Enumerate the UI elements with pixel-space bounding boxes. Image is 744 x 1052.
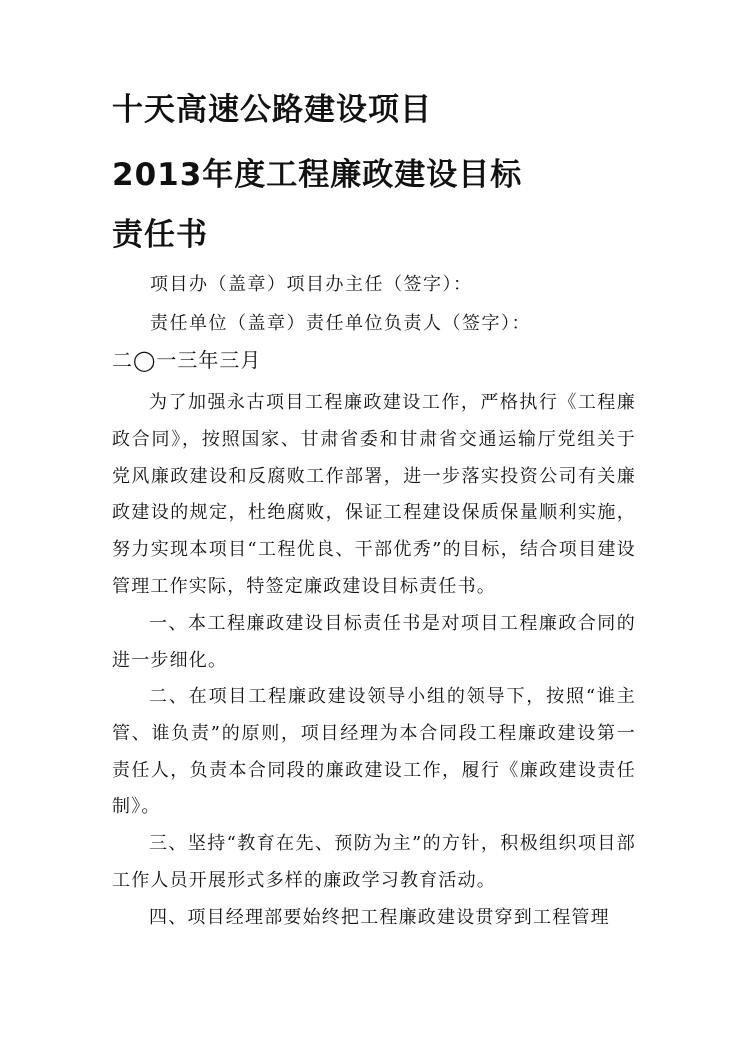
paragraph-clause-4: 四、项目经理部要始终把工程廉政建设贯穿到工程管理 [149, 907, 610, 928]
paragraph-clause-2: 二、在项目工程廉政建设领导小组的领导下，按照“谁主管、谁负责”的原则，项目经理为本合同段工程廉政建设第一责任人，负责本合同段的廉政建设工作，履行《廉政建设责任制》。 [112, 686, 636, 818]
signature-line-responsible-unit: 责任单位（盖章）责任单位负责人（签字）： [150, 313, 531, 334]
document-title-line-2: 2013年度工程廉政建设目标 [112, 157, 523, 193]
document-title-line-3: 责任书 [112, 217, 208, 253]
signature-line-project-office: 项目办（盖章）项目办主任（签字）： [150, 274, 473, 295]
document-title-line-1: 十天高速公路建设项目 [112, 92, 432, 128]
paragraph-clause-1: 一、本工程廉政建设目标责任书是对项目工程廉政合同的进一步细化。 [112, 613, 636, 671]
document-date: 二◯一三年三月 [112, 348, 262, 372]
paragraph-intro: 为了加强永古项目工程廉政建设工作，严格执行《工程廉政合同》，按照国家、甘肃省委和甘肃省交通运输厅党组关于党风廉政建设和反腐败工作部署，进一步落实投资公司有关廉政建设的规定，杜绝腐败，保证工程建设保质保量顺利实施，努力实现本项目“工程优良、干部优秀”的目标，结合项目建设管理工作实际，特签定廉政建设目标责任书。 [112, 392, 636, 597]
paragraph-clause-3: 三、坚持“教育在先、预防为主”的方针，积极组织项目部工作人员开展形式多样的廉政学习教育活动。 [112, 833, 636, 891]
